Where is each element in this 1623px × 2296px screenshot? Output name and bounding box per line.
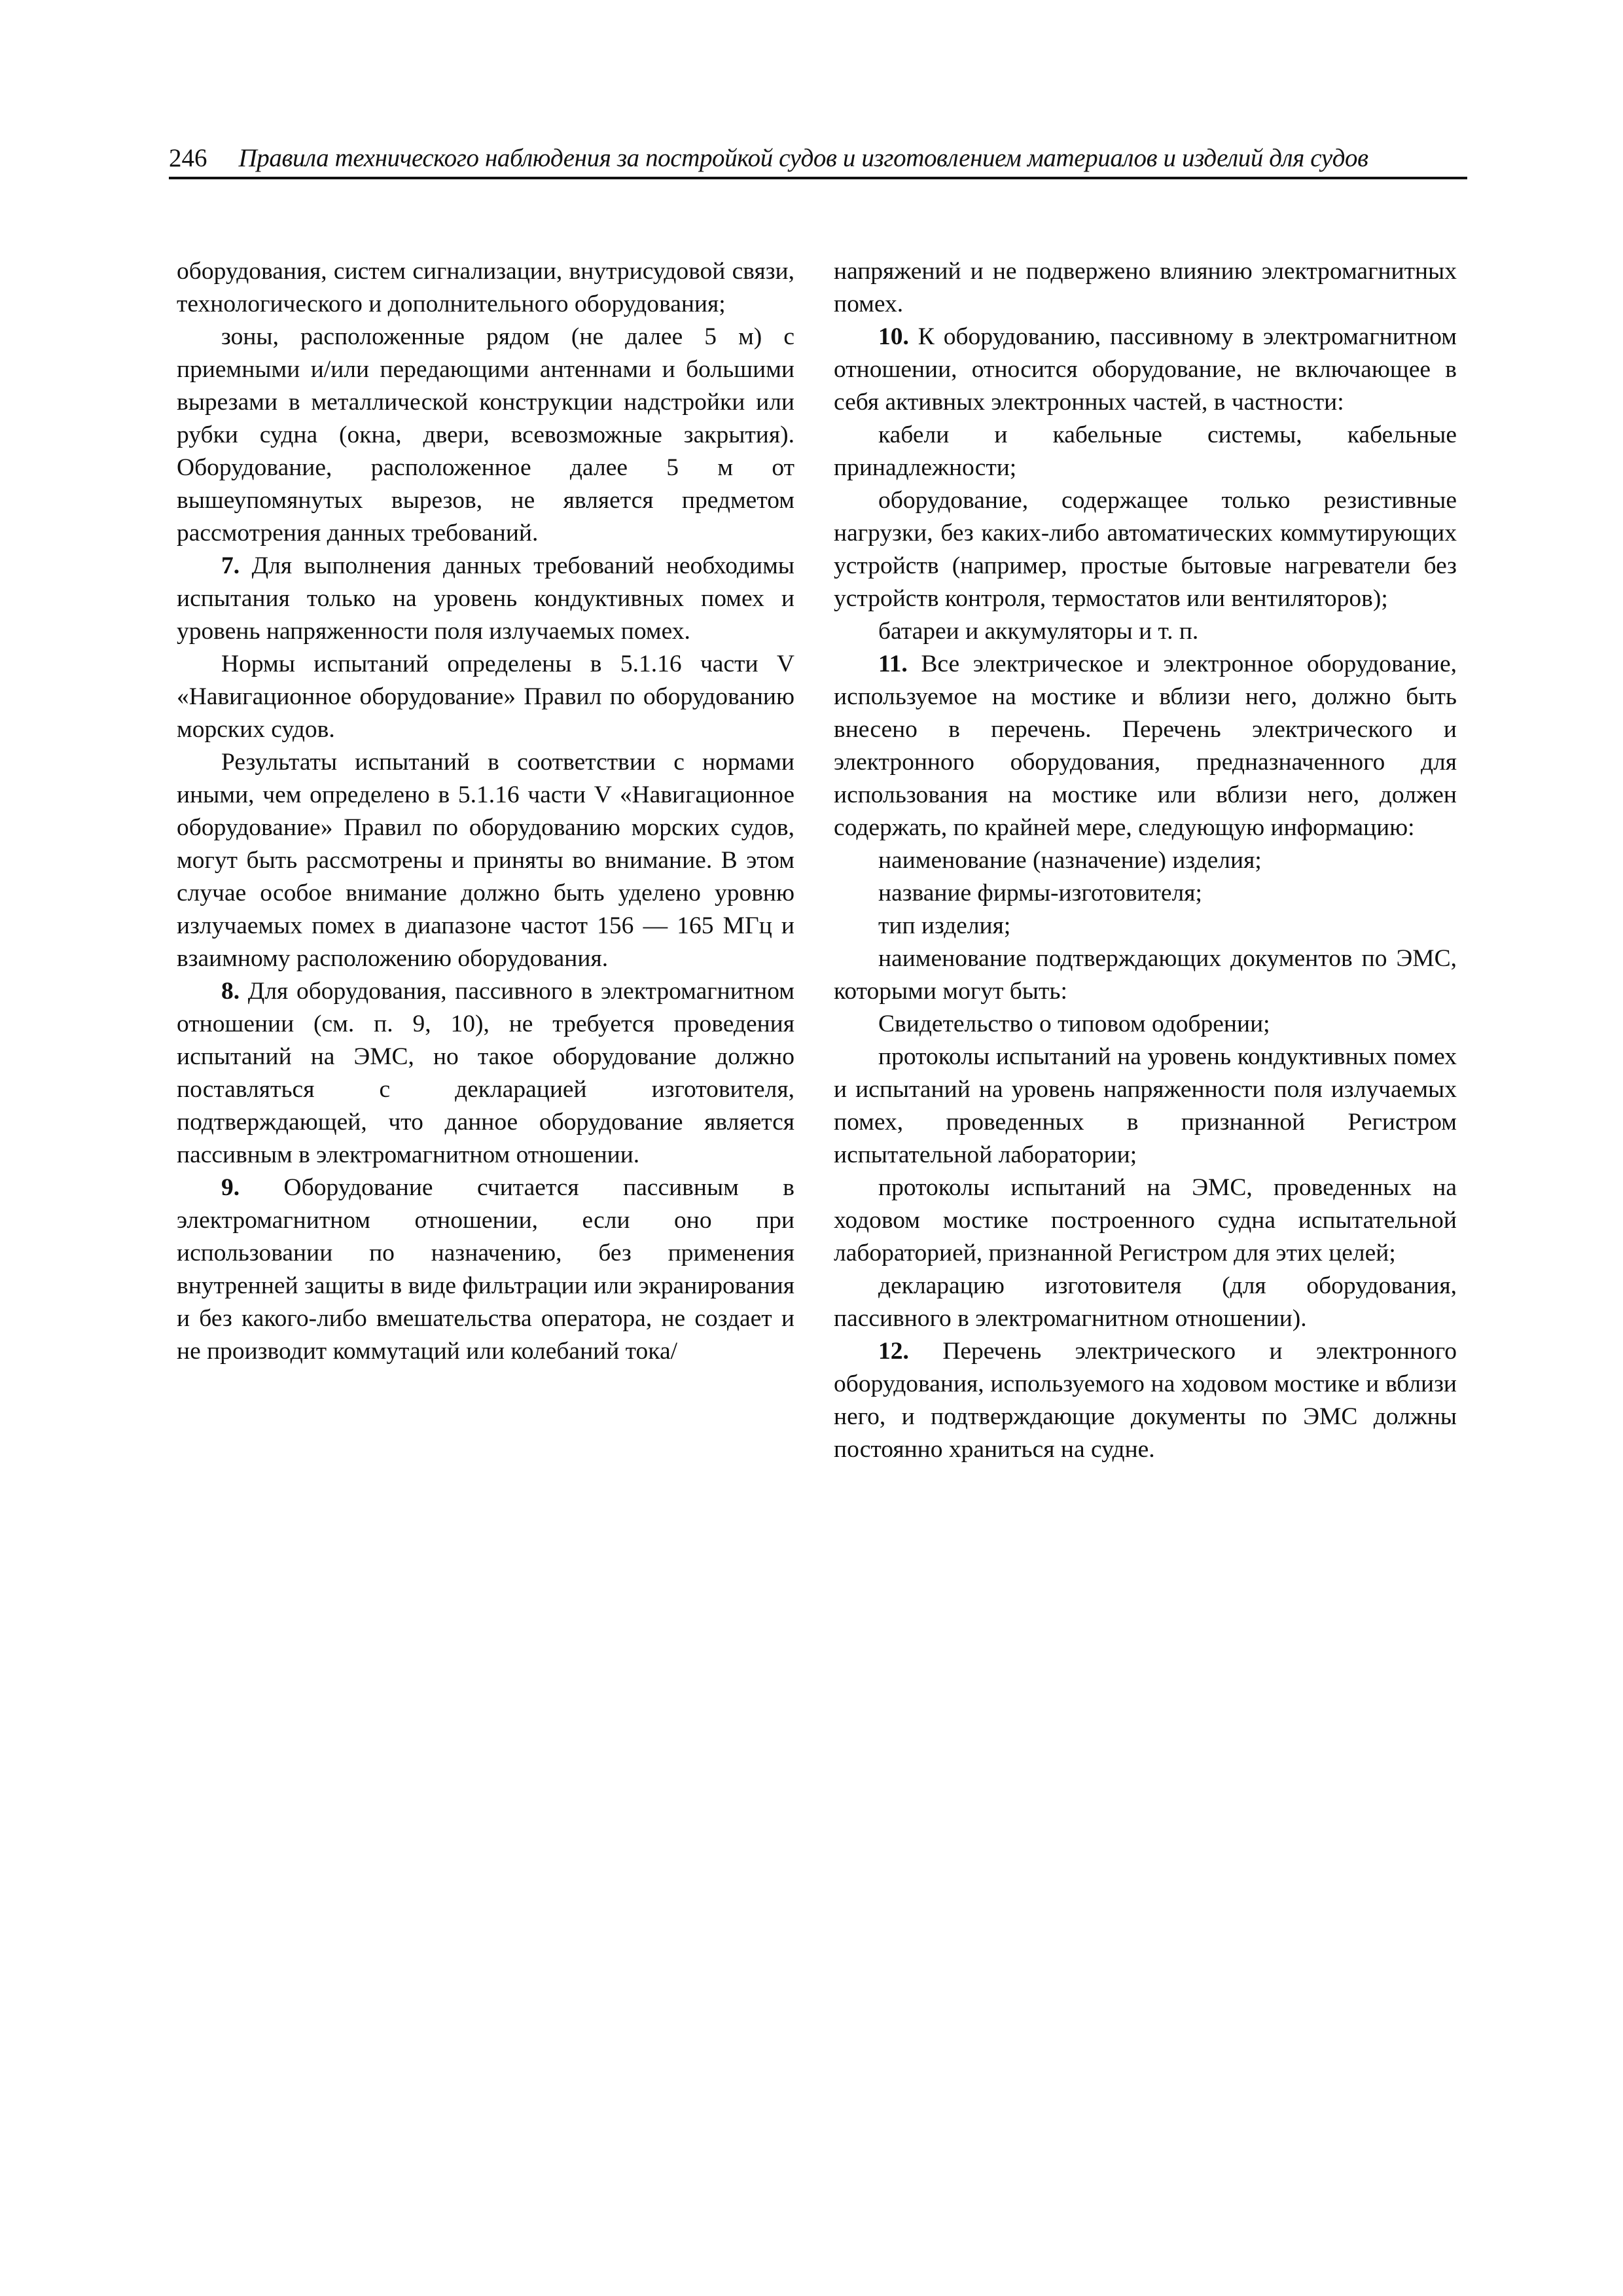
paragraph	[834, 1008, 1457, 1041]
paragraph-text: зоны, расположенные рядом (не далее 5 м) с приемными и/или передающими антеннами и большими вырезами в металлической конструкции надстройки или рубки судна (окна, двери, всевозможные закрытия). Оборудование, расположенное далее 5 м от вышеупомянутых вырезов, не является предметом рассмотрения данных требований.	[177, 323, 794, 547]
paragraph-text: Все электрическое и электронное оборудование, используемое на мостике и вблизи него, должно быть внесено в перечень. Перечень электрического и электронного оборудования, предназначенного для использования на мостике или вблизи него, должен содержать, по крайней мере, следующую информацию:	[834, 651, 1457, 841]
running-title: Правила технического наблюдения за постройкой судов и изготовлением материалов и изделий для судов	[238, 144, 1368, 172]
clause-number: 9.	[221, 1174, 240, 1201]
paragraph-text: батареи и аккумуляторы и т. п.	[878, 618, 1199, 645]
paragraph	[834, 877, 1457, 910]
paragraph	[834, 648, 1457, 844]
paragraph-text: протоколы испытаний на уровень кондуктивных помех и испытаний на уровень напряженности поля излучаемых помех, проведенных в признанной Регистром испытательной лаборатории;	[834, 1043, 1457, 1168]
header-rule	[169, 177, 1467, 179]
paragraph-text: оборудования, систем сигнализации, внутрисудовой связи, технологического и дополнительного оборудования;	[177, 258, 794, 317]
paragraph	[834, 942, 1457, 1008]
paragraph	[834, 1270, 1457, 1335]
clause-number: 7.	[221, 552, 240, 579]
paragraph-text: Для выполнения данных требований необходимы испытания только на уровень кондуктивных помех и уровень напряженности поля излучаемых помех.	[177, 552, 794, 645]
left-column	[177, 255, 794, 1368]
paragraph	[834, 1172, 1457, 1270]
paragraph-text: Перечень электрического и электронного оборудования, используемого на ходовом мостике и вблизи него, и подтверждающие документы по ЭМС должны постоянно храниться на судне.	[834, 1338, 1457, 1463]
clause-number: 10.	[878, 323, 909, 350]
paragraph-text: наименование (назначение) изделия;	[878, 847, 1262, 874]
paragraph-text: название фирмы-изготовителя;	[878, 880, 1202, 906]
paragraph-text: К оборудованию, пассивному в электромагнитном отношении, относится оборудование, не включающее в себя активных электронных частей, в частности:	[834, 323, 1457, 416]
paragraph-text: тип изделия;	[878, 912, 1011, 939]
paragraph-text: Нормы испытаний определены в 5.1.16 части V «Навигационное оборудование» Правил по оборудованию морских судов.	[177, 651, 794, 743]
paragraph	[177, 975, 794, 1172]
paragraph-text: наименование подтверждающих документов по ЭМС, которыми могут быть:	[834, 945, 1457, 1005]
paragraph	[177, 1172, 794, 1368]
paragraph-text: протоколы испытаний на ЭМС, проведенных на ходовом мостике построенного судна испытательной лабораторией, признанной Регистром для этих целей;	[834, 1174, 1457, 1266]
paragraph	[177, 550, 794, 648]
paragraph	[177, 746, 794, 975]
paragraph-text: Свидетельство о типовом одобрении;	[878, 1011, 1270, 1037]
paragraph	[834, 910, 1457, 942]
paragraph	[834, 255, 1457, 321]
paragraph	[177, 255, 794, 321]
clause-number: 8.	[221, 978, 240, 1005]
paragraph	[834, 419, 1457, 484]
page-number: 246	[169, 144, 207, 172]
running-header	[169, 143, 1467, 174]
paragraph	[177, 321, 794, 550]
paragraph	[177, 648, 794, 746]
paragraph-text: Результаты испытаний в соответствии с нормами иными, чем определено в 5.1.16 части V «Навигационное оборудование» Правил по оборудованию морских судов, могут быть рассмотрены и приняты во внимание. В этом случае особое внимание должно быть уделено уровню излучаемых помех в диапазоне частот 156 — 165 МГц и взаимному расположению оборудования.	[177, 749, 794, 972]
paragraph-text: оборудование, содержащее только резистивные нагрузки, без каких-либо автоматических коммутирующих устройств (например, простые бытовые нагреватели без устройств контроля, термостатов или вентиляторов);	[834, 487, 1457, 612]
paragraph-text: кабели и кабельные системы, кабельные принадлежности;	[834, 422, 1457, 481]
paragraph-text: напряжений и не подвержено влиянию электромагнитных помех.	[834, 258, 1457, 317]
paragraph	[834, 615, 1457, 648]
paragraph	[834, 844, 1457, 877]
paragraph-text: декларацию изготовителя (для оборудования, пассивного в электромагнитном отношении).	[834, 1272, 1457, 1332]
clause-number: 11.	[878, 651, 908, 677]
paragraph	[834, 1335, 1457, 1466]
paragraph-text: Оборудование считается пассивным в электромагнитном отношении, если оно при использовании по назначению, без применения внутренней защиты в виде фильтрации или экранирования и без какого-либо вмешательства оператора, не создает и не производит коммутаций или колебаний тока/	[177, 1174, 794, 1365]
paragraph	[834, 484, 1457, 615]
paragraph	[834, 1041, 1457, 1172]
right-column	[834, 255, 1457, 1466]
paragraph-text: Для оборудования, пассивного в электромагнитном отношении (см. п. 9, 10), не требуется проведения испытаний на ЭМС, но такое оборудование должно поставляться с декларацией изготовителя, подтверждающей, что данное оборудование является пассивным в электромагнитном отношении.	[177, 978, 795, 1168]
paragraph	[834, 321, 1457, 419]
clause-number: 12.	[878, 1338, 909, 1365]
